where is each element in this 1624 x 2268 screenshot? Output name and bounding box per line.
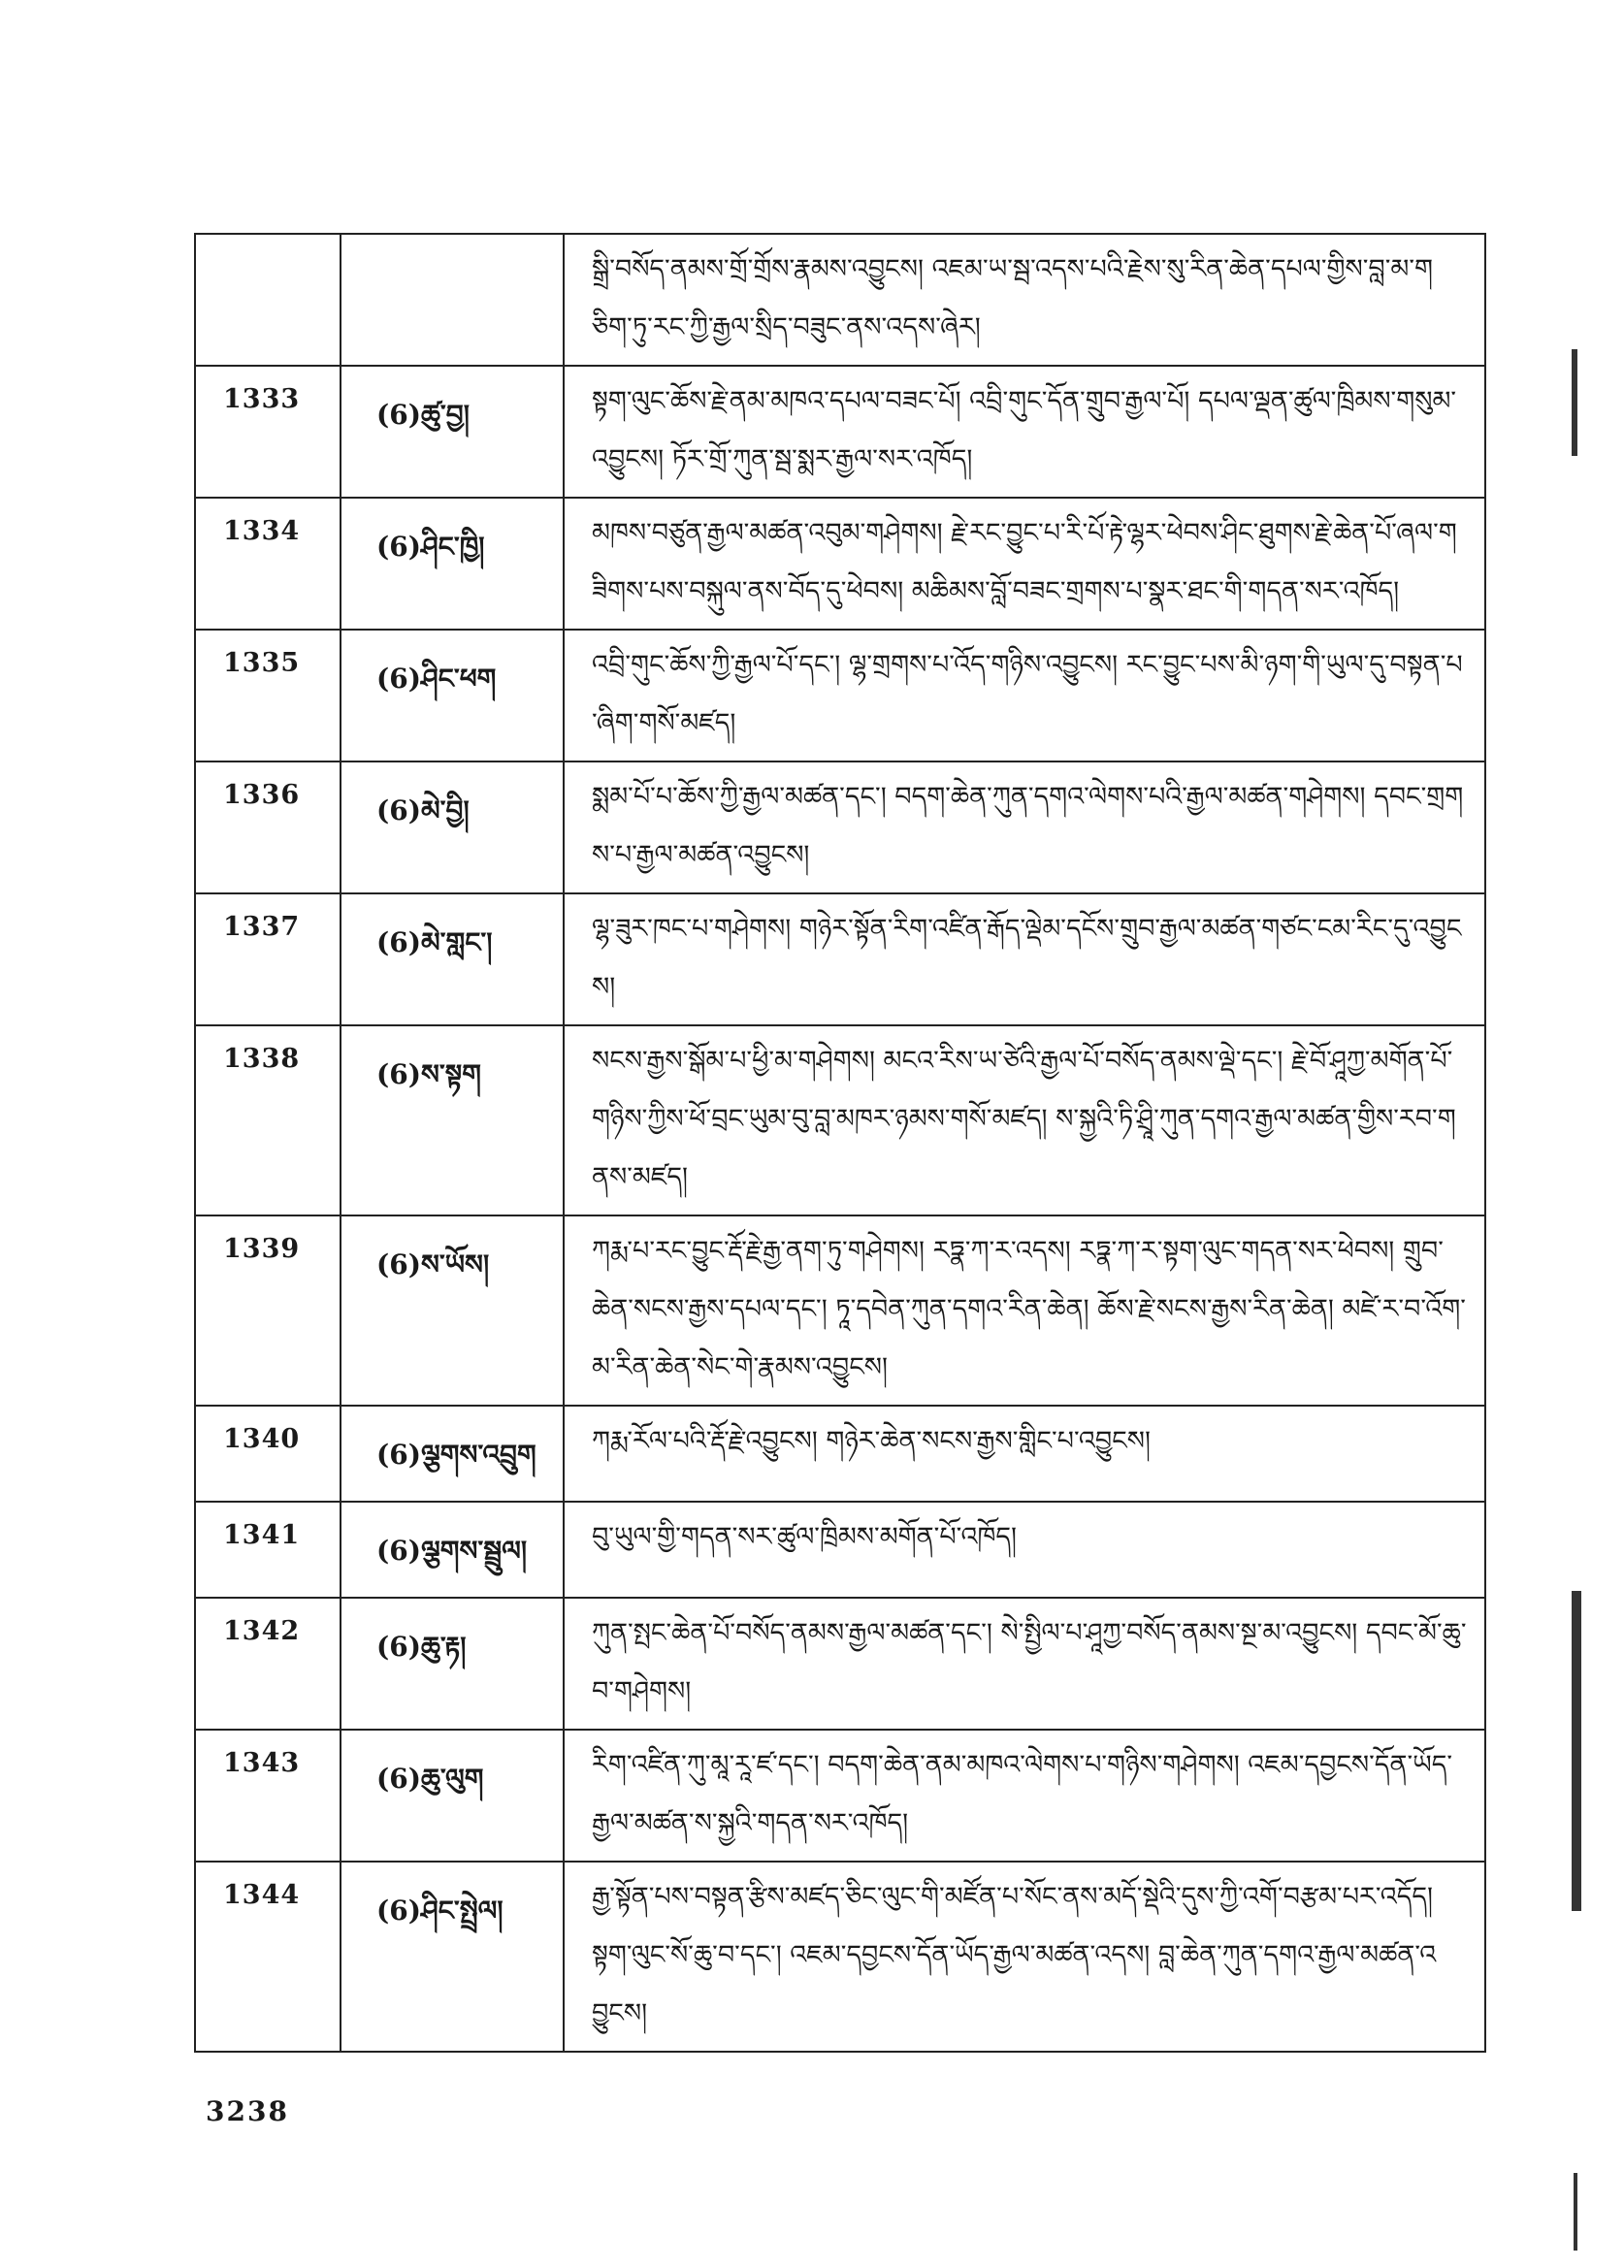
- entry-number: 1339: [195, 1215, 341, 1406]
- year-label: (6)ས་ཡོས།: [341, 1215, 564, 1406]
- entry-text: ཀརྨ་པ་རང་བྱུང་རྡོ་རྗེ་རྒྱ་ནག་ཏུ་གཤེགས། རཏྣ་ཀ་ར་འདས། རཏྣ་ཀ་ར་སྟག་ལུང་གདན་སར་ཕེབས། གྲུབ་ཆེན་སངས་རྒྱས་དཔལ་དང་། ཏཱ་དབེན་ཀུན་དགའ་རིན་ཆེན། ཆོས་རྗེ་སངས་རྒྱས་རིན་ཆེན། མཛེ་ར་བ་འོག་མ་རིན་ཆེན་སེང་གེ་རྣམས་འབྱུངས།: [564, 1215, 1485, 1406]
- table-row: [195, 1025, 1485, 1215]
- table-row: [195, 1598, 1485, 1730]
- entry-number: 1338: [195, 1025, 341, 1215]
- scan-edge-mark: [1572, 1591, 1581, 1911]
- table-body: [195, 234, 1485, 2052]
- year-label: (6)ཤིང་ཕག: [341, 630, 564, 761]
- page-number: 3238: [206, 2095, 289, 2127]
- year-label: (6)མེ་གླང་།: [341, 893, 564, 1025]
- scan-edge-mark: [1574, 2173, 1577, 2251]
- year-label: (6)ལྕགས་འབྲུག: [341, 1406, 564, 1502]
- year-label: (6)མེ་བྱི།: [341, 761, 564, 893]
- entry-text: རིག་འཛིན་ཀུ་མཱ་རཱ་ཛ་དང་། བདག་ཆེན་ནམ་མཁའ་ལེགས་པ་གཉིས་གཤེགས། འཇམ་དབྱངས་དོན་ཡོད་རྒྱལ་མཚན་ས་སྐྱའི་གདན་སར་འཁོད།: [564, 1730, 1485, 1862]
- table-row: [195, 1730, 1485, 1862]
- year-label: (6)ཆུ་ལུག: [341, 1730, 564, 1862]
- scan-edge-mark: [1572, 349, 1577, 456]
- entry-number: 1340: [195, 1406, 341, 1502]
- entry-text: སྒྲི་བསོད་ནམས་གྲོ་གྲོས་རྣམས་འབྱུངས། འཇམ་ཡ་སྦ་འདས་པའི་རྗེས་སུ་རིན་ཆེན་དཔལ་གྱིས་བླ་མ་གཅིག་ཏུ་རང་ཀྱི་རྒྱལ་སྲིད་བཟུང་ནས་འདས་ཞེར།: [564, 234, 1485, 366]
- year-label: (6)ལྕགས་སྦྲུལ།: [341, 1502, 564, 1598]
- chronology-table: [194, 233, 1486, 2053]
- year-label: (6)ས་སྟག: [341, 1025, 564, 1215]
- entry-number: 1337: [195, 893, 341, 1025]
- entry-text: འབྲི་གུང་ཆོས་ཀྱི་རྒྱལ་པོ་དང་། ལྷ་གྲགས་པ་འོད་གཉིས་འབྱུངས། རང་བྱུང་པས་མི་ཉག་གི་ཡུལ་དུ་བསྟན་པ་ཞིག་གསོ་མཛད།: [564, 630, 1485, 761]
- entry-number: 1342: [195, 1598, 341, 1730]
- entry-number: 1334: [195, 498, 341, 630]
- table-row: [195, 893, 1485, 1025]
- entry-text: མཁས་བཙུན་རྒྱལ་མཚན་འབུམ་གཤེགས། རྗེ་རང་བྱུང་པ་རི་པོ་རྟེ་ལྷར་ཕེབས་ཤིང་ཐུགས་རྗེ་ཆེན་པོ་ཞལ་གཟིགས་པས་བསྐུལ་ནས་བོད་དུ་ཕེབས། མཆིམས་བློ་བཟང་གྲགས་པ་སྣར་ཐང་གི་གདན་སར་འཁོད།: [564, 498, 1485, 630]
- entry-number: 1335: [195, 630, 341, 761]
- year-label: (6)ཤིང་སྤྲེལ།: [341, 1862, 564, 2052]
- table-row: [195, 234, 1485, 366]
- table-row: [195, 1502, 1485, 1598]
- year-label: (6)ཆུ་རྟ།: [341, 1598, 564, 1730]
- table-row: [195, 366, 1485, 498]
- year-label: (6)ཚུ་བྱ།: [341, 366, 564, 498]
- entry-text: སྟག་ལུང་ཆོས་རྗེ་ནམ་མཁའ་དཔལ་བཟང་པོ། འབྲི་གུང་དོན་གྲུབ་རྒྱལ་པོ། དཔལ་ལྡན་ཚུལ་ཁྲིམས་གསུམ་འབྱུངས། ཏོར་གྲོ་ཀུན་སྦ་སྨར་རྒྱལ་སར་འཁོད།: [564, 366, 1485, 498]
- year-label: (6)ཤིང་ཁྱི།: [341, 498, 564, 630]
- table-row: [195, 1215, 1485, 1406]
- table-row: [195, 1406, 1485, 1502]
- entry-number: 1341: [195, 1502, 341, 1598]
- entry-number: 1336: [195, 761, 341, 893]
- entry-number: [195, 234, 341, 366]
- table-row: [195, 498, 1485, 630]
- table-row: [195, 761, 1485, 893]
- entry-text: ཀུན་སྤང་ཆེན་པོ་བསོད་ནམས་རྒྱལ་མཚན་དང་། སེ་སྤྱིལ་པ་ཤཱཀྱ་བསོད་ནམས་སྔ་མ་འབྱུངས། དབང་མོ་ཆུ་བ་གཤེགས།: [564, 1598, 1485, 1730]
- entry-number: 1333: [195, 366, 341, 498]
- entry-text: ཀརྨ་རོལ་པའི་རྡོ་རྗེ་འབྱུངས། གཉེར་ཆེན་སངས་རྒྱས་གླིང་པ་འབྱུངས།: [564, 1406, 1485, 1502]
- table-row: [195, 1862, 1485, 2052]
- entry-text: བུ་ཡུལ་གྱི་གདན་སར་ཚུལ་ཁྲིམས་མགོན་པོ་འཁོད།: [564, 1502, 1485, 1598]
- entry-text: རྒྱ་སྟོན་པས་བསྟན་རྩིས་མཛད་ཅིང་ལུང་གི་མཛོན་པ་སོང་ནས་མདོ་སྡེའི་དུས་ཀྱི་འགོ་བརྩམ་པར་འདོད། སྟག་ལུང་སོ་ཆུ་བ་དང་། འཇམ་དབྱངས་དོན་ཡོད་རྒྱལ་མཚན་འདས། བླ་ཆེན་ཀུན་དགའ་རྒྱལ་མཚན་འབྱུངས།: [564, 1862, 1485, 2052]
- year-label: [341, 234, 564, 366]
- entry-number: 1344: [195, 1862, 341, 2052]
- entry-text: ལྷ་ཟུར་ཁང་པ་གཤེགས། གཉེར་སྟོན་རིག་འཛིན་རྒོད་ལྡེམ་དངོས་གྲུབ་རྒྱལ་མཚན་གཙང་ངམ་རིང་དུ་འབྱུངས།: [564, 893, 1485, 1025]
- entry-text: སྨམ་པོ་པ་ཆོས་ཀྱི་རྒྱལ་མཚན་དང་། བདག་ཆེན་ཀུན་དགའ་ལེགས་པའི་རྒྱལ་མཚན་གཤེགས། དབང་གྲགས་པ་རྒྱལ་མཚན་འབྱུངས།: [564, 761, 1485, 893]
- entry-number: 1343: [195, 1730, 341, 1862]
- entry-text: སངས་རྒྱས་སྒོམ་པ་ཕྱི་མ་གཤེགས། མངའ་རིས་ཡ་ཙེའི་རྒྱལ་པོ་བསོད་ནམས་ལྡེ་དང་། རྗེ་བོ་ཤཱཀྱ་མགོན་པོ་གཉིས་ཀྱིས་ཕོ་བྲང་ཡུམ་བུ་བླ་མཁར་ཉམས་གསོ་མཛད། ས་སྐྱའི་ཏི་ཤྲཱི་ཀུན་དགའ་རྒྱལ་མཚན་གྱིས་རབ་གནས་མཛད།: [564, 1025, 1485, 1215]
- table-row: [195, 630, 1485, 761]
